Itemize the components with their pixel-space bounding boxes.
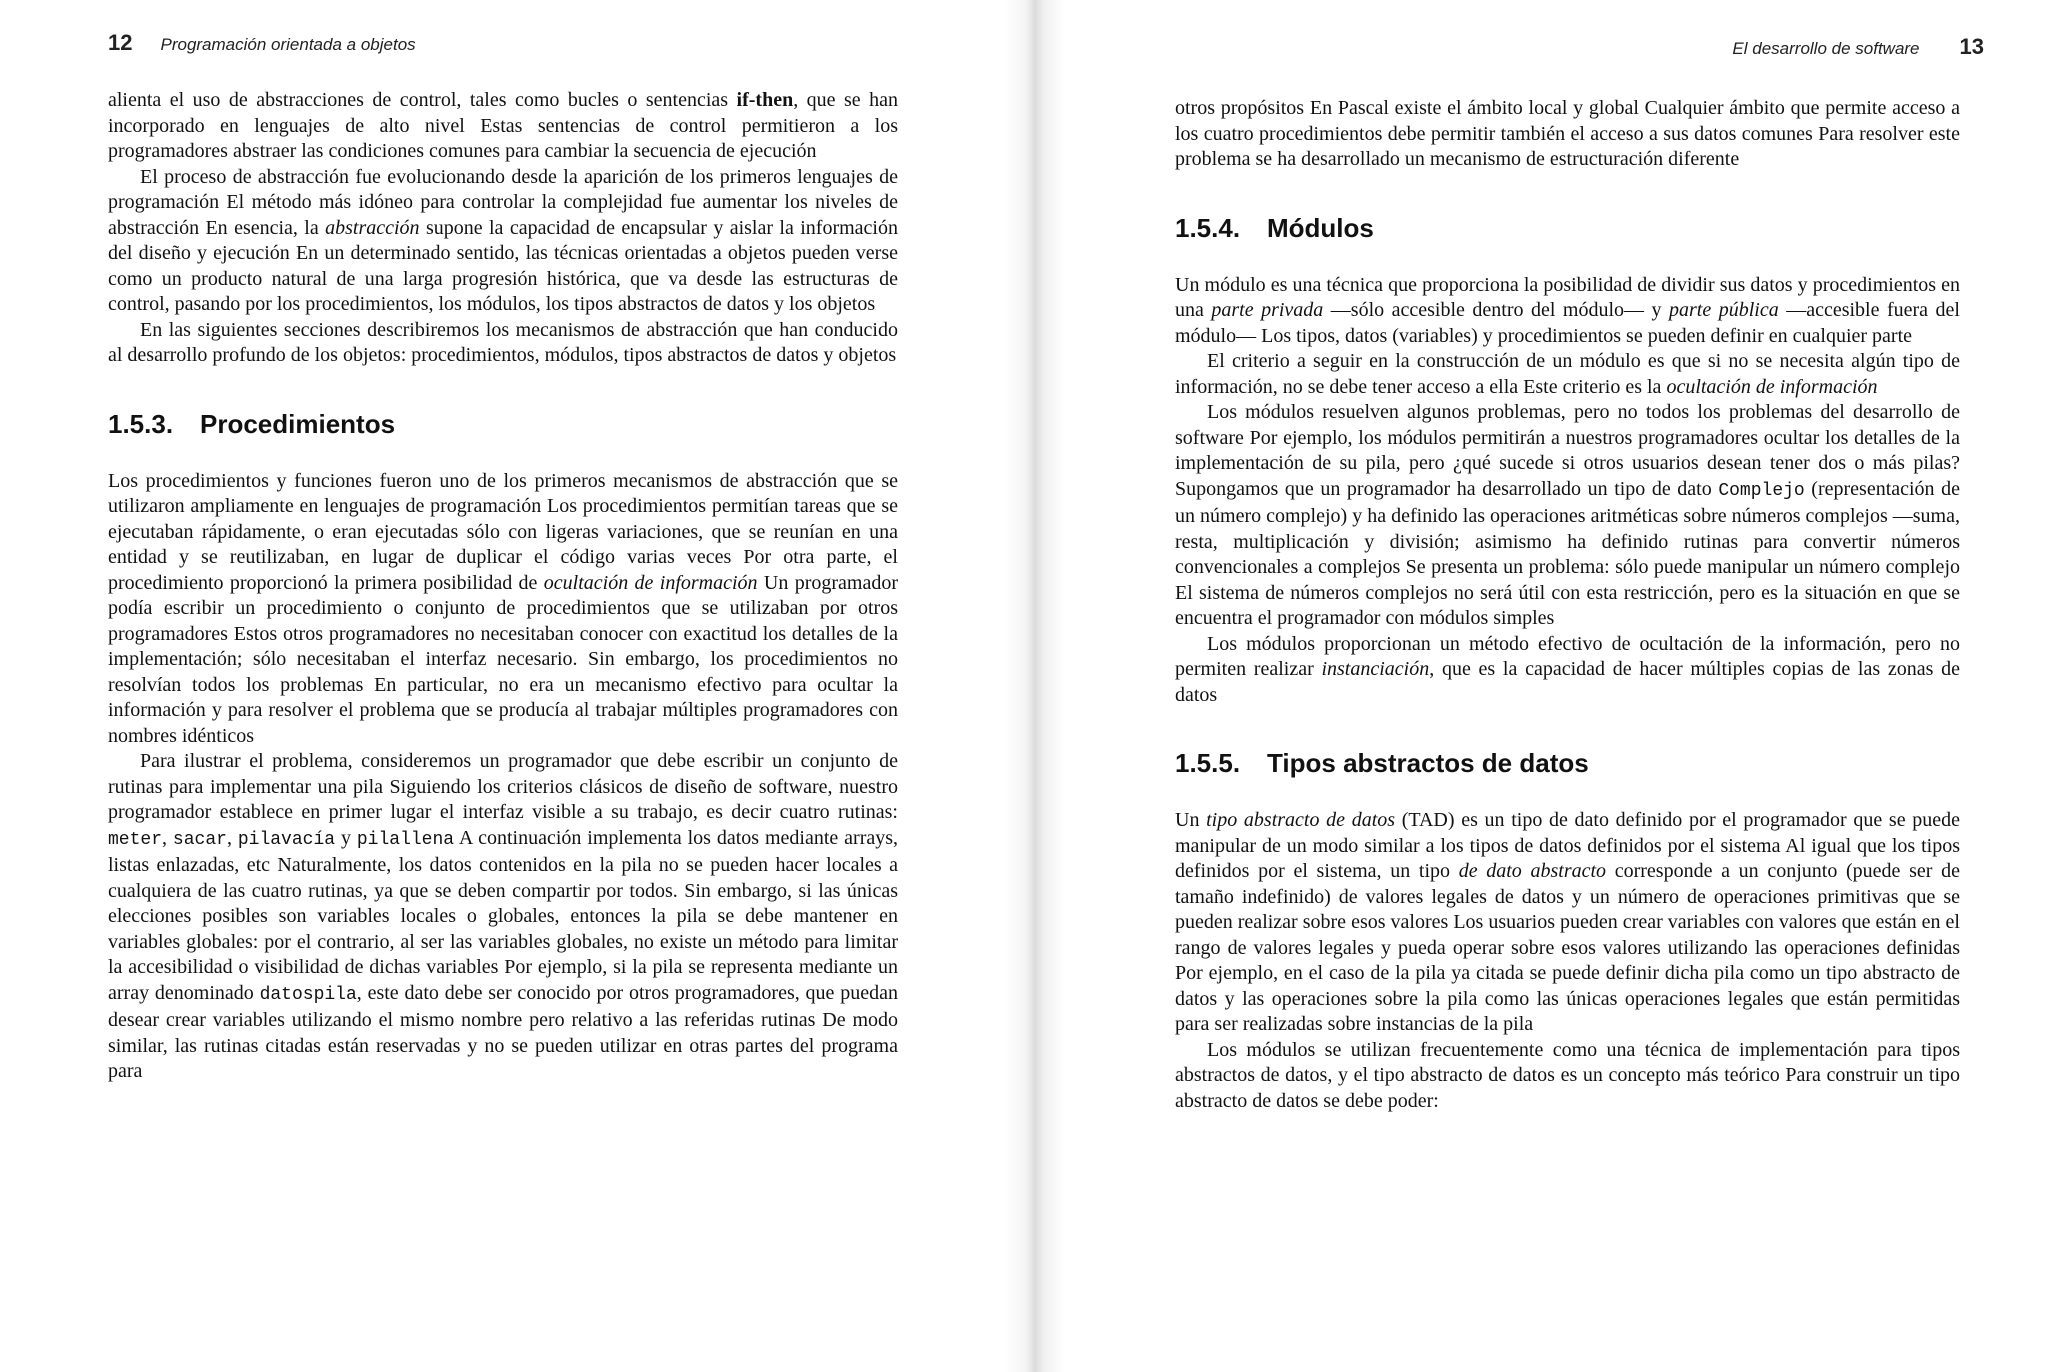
- left-paragraph-5: Para ilustrar el problema, consideremos un programador que debe escribir un conjunto de rutinas para implementar una pila Siguiendo los criterios clásicos de diseño de software, nuestro programador establece en primer lugar el interfaz visible a su trabajo, es decir cuatro rutinas: meter, sacar, pilavacía y pilallena A continuación implementa los datos mediante arrays, listas enlazadas, etc Naturalmente, los datos contenidos en la pila no se pueden hacer locales a cualquiera de las cuatro rutinas, ya que se deben compartir por todos. Sin embargo, si las únicas elecciones posibles son variables locales o globales, entonces la pila se debe mantener en variables globales: por el contrario, al ser las variables globales, no existe un método para limitar la accesibilidad o visibilidad de dichas variables Por ejemplo, si la pila se representa mediante un array denominado datospila, este dato debe ser conocido por otros programadores, que puedan desear crear variables utilizando el mismo nombre pero relativo a las referidas rutinas De modo similar, las rutinas citadas están reservadas y no se pueden utilizar en otras partes del programa para: [108, 750, 899, 1082]
- right-paragraph-6: Un tipo abstracto de datos (TAD) es un tipo de dato definido por el programador que se puede manipular de un modo similar a los tipos de datos definidos por el sistema Al igual que los tipos definidos por el sistema, un tipo de dato abstracto corresponde a un conjunto (puede ser de tamaño indefinido) de valores legales de datos y un número de operaciones primitivas que se pueden realizar sobre esos valores Los usuarios pueden crear variables con valores que están en el rango de valores legales y pueda operar sobre esos valores utilizando las operaciones definidas Por ejemplo, en el caso de la pila ya citada se puede definir dicha pila como un tipo abstracto de datos y las operaciones sobre la pila como las únicas operaciones legales que están permitidas para ser realizadas sobre instancias de la pila: [1175, 809, 1960, 1035]
- right-paragraph-5: Los módulos proporcionan un método efectivo de ocultación de la información, pero no permiten realizar instanciación, que es la capacidad de hacer múltiples copias de las zonas de datos: [1175, 632, 1960, 706]
- section-number: 1.5.5.: [1175, 748, 1241, 778]
- code-pilallena: pilallena: [356, 829, 455, 850]
- left-page: [0, 0, 1020, 1372]
- right-running-head: [1732, 34, 1984, 60]
- section-number: 1.5.3.: [108, 408, 174, 439]
- section-number: 1.5.4.: [1175, 212, 1241, 243]
- left-running-title: Programación orientada a objetos: [160, 35, 416, 54]
- code-sacar: sacar: [172, 829, 227, 850]
- section-heading-procedimientos: [108, 409, 898, 439]
- left-paragraph-4: Los procedimientos y funciones fueron uno de los primeros mecanismos de abstracción que se utilizaron ampliamente en lenguajes de programación Los procedimientos permitían tareas que se ejecutaban rápidamente, o eran ejecutadas sólo con ligeras variaciones, que se reunían en una entidad y se reutilizaban, en lugar de duplicar el código varias veces Por otra parte, el procedimiento proporcionó la primera posibilidad de ocultación de información Un programador podía escribir un procedimiento o conjunto de procedimientos que se utilizaban por otros programadores Estos otros programadores no necesitaban conocer con exactitud los detalles de la implementación; sólo necesitaban el interfaz necesario. Sin embargo, los procedimientos no resolvían todos los problemas En particular, no era un mecanismo efectivo para ocultar la información y para resolver el problema que se producía al trabajar múltiples programadores con nombres idénticos: [108, 469, 899, 747]
- code-datospila: datospila: [259, 984, 357, 1005]
- left-page-number: 12: [108, 30, 133, 55]
- right-paragraph-7: Los módulos se utilizan frecuentemente como una técnica de implementación para tipos abstractos de datos, y el tipo abstracto de datos es un concepto más teórico Para construir un tipo abstracto de datos se debe poder:: [1175, 1038, 1960, 1112]
- right-running-title: El desarrollo de software: [1732, 39, 1920, 58]
- right-paragraph-3: El criterio a seguir en la construcción de un módulo es que si no se necesita algún tipo de información, no se debe tener acceso a ella Este criterio es la ocultación de información: [1175, 350, 1960, 398]
- code-meter: meter: [108, 829, 163, 850]
- right-paragraph-2: Un módulo es una técnica que proporciona la posibilidad de dividir sus datos y procedimientos en una parte privada —sólo accesible dentro del módulo— y parte pública —accesible fuera del módulo— Los tipos, datos (variables) y procedimientos se pueden definir en cualquier parte: [1175, 273, 1960, 347]
- section-title: Módulos: [1267, 212, 1374, 243]
- code-pilavacia: pilavacía: [237, 829, 336, 850]
- left-body-text: [108, 88, 898, 1085]
- right-body-text: [1175, 96, 1960, 1114]
- left-running-head: [108, 30, 416, 56]
- right-paragraph-1: otros propósitos En Pascal existe el ámbito local y global Cualquier ámbito que permite acceso a los cuatro procedimientos debe permitir también el acceso a sus datos comunes Para resolver este problema se ha desarrollado un mecanismo de estructuración diferente: [1175, 97, 1960, 170]
- section-title: Procedimientos: [200, 408, 396, 439]
- left-paragraph-1: alienta el uso de abstracciones de control, tales como bucles o sentencias if-then, que se han incorporado en lenguajes de alto nivel Estas sentencias de control permitieron a los programadores abstraer las condiciones comunes para cambiar la secuencia de ejecución: [108, 89, 898, 162]
- right-paragraph-4: Los módulos resuelven algunos problemas, pero no todos los problemas del desarrollo de software Por ejemplo, los módulos permitirán a nuestros programadores ocultar los detalles de la implementación de su pila, pero ¿qué sucede si otros usuarios desean tener dos o más pilas? Supongamos que un programador ha desarrollado un tipo de dato Complejo (representación de un número complejo) y ha definido las operaciones aritméticas sobre números complejos —suma, resta, multiplicación y división; asimismo ha definido rutinas para convertir números convencionales a complejos Se presenta un problema: sólo puede manipular un número complejo El sistema de números complejos no será útil con esta restricción, pero es la situación en que se encuentra el programador con módulos simples: [1175, 401, 1961, 629]
- right-page-number: 13: [1959, 34, 1984, 59]
- left-paragraph-3: En las siguientes secciones describiremos los mecanismos de abstracción que han conducido al desarrollo profundo de los objetos: procedimientos, módulos, tipos abstractos de datos y objetos: [108, 318, 898, 366]
- section-heading-modulos: [1175, 213, 1960, 243]
- left-paragraph-2: El proceso de abstracción fue evolucionando desde la aparición de los primeros lenguajes de programación El método más idóneo para controlar la complejidad fue aumentar los niveles de abstracción En esencia, la abstracción supone la capacidad de encapsular y aislar la información del diseño y ejecución En un determinado sentido, las técnicas orientadas a objetos pueden verse como un producto natural de una larga progresión histórica, que va desde las estructuras de control, pasando por los procedimientos, los módulos, los tipos abstractos de datos y los objetos: [108, 165, 898, 315]
- code-complejo: Complejo: [1718, 480, 1805, 501]
- section-title: Tipos abstractos de datos: [1267, 748, 1589, 778]
- section-heading-tipos-abstractos: [1175, 748, 1960, 778]
